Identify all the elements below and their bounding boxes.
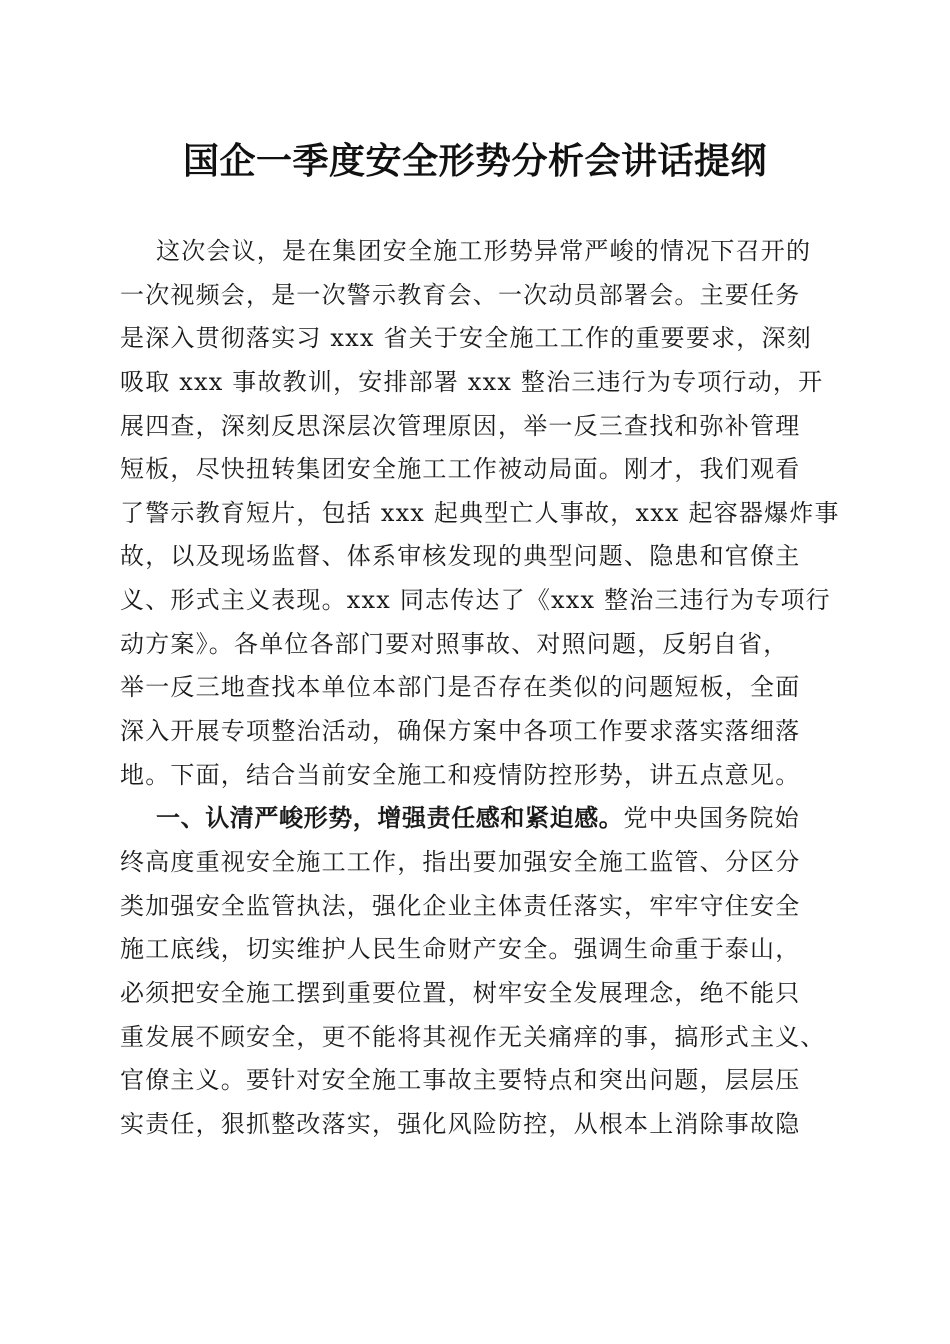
text-line: 这次会议，是在集团安全施工形势异常严峻的情况下召开的 <box>156 237 812 265</box>
text-line: 展四查，深刻反思深层次管理原因，举一反三查找和弥补管理 <box>120 411 801 440</box>
section-heading-line <box>120 797 825 841</box>
text-line: 一次视频会，是一次警示教育会、一次动员部署会。主要任务 <box>120 280 801 309</box>
text-line: 义、形式主义表现。xxx 同志传达了《xxx 整治三违行为专项行 <box>120 586 831 615</box>
text-line-rest: 党中央国务院始 <box>623 804 800 833</box>
section-heading: 一、认清严峻形势，增强责任感和紧迫感。 <box>156 804 624 833</box>
text-line: 重发展不顾安全，更不能将其视作无关痛痒的事，搞形式主义、 <box>120 1022 826 1051</box>
text-line: 了警示教育短片，包括 xxx 起典型亡人事故，xxx 起容器爆炸事 <box>120 498 840 527</box>
paragraph-section-one <box>120 797 825 1146</box>
text-line: 深入开展专项整治活动，确保方案中各项工作要求落实落细落 <box>120 717 801 746</box>
text-line: 施工底线，切实维护人民生命财产安全。强调生命重于泰山， <box>120 935 801 964</box>
text-line: 吸取 xxx 事故教训，安排部署 xxx 整治三违行为专项行动，开 <box>120 367 824 396</box>
text-line: 类加强安全监管执法，强化企业主体责任落实，牢牢守住安全 <box>120 891 801 920</box>
text-line: 短板，尽快扭转集团安全施工工作被动局面。刚才，我们观看 <box>120 455 801 484</box>
text-line: 官僚主义。要针对安全施工事故主要特点和突出问题，层层压 <box>120 1066 801 1095</box>
text-line: 实责任，狠抓整改落实，强化风险防控，从根本上消除事故隐 <box>120 1109 801 1138</box>
text-line: 动方案》。各单位各部门要对照事故、对照问题，反躬自省， <box>120 629 789 658</box>
text-line: 必须把安全施工摆到重要位置，树牢安全发展理念，绝不能只 <box>120 978 801 1007</box>
text-line: 故，以及现场监督、体系审核发现的典型问题、隐患和官僚主 <box>120 542 801 571</box>
text-line: 举一反三地查找本单位本部门是否存在类似的问题短板，全面 <box>120 673 801 702</box>
document-body <box>120 230 840 1146</box>
document-title: 国企一季度安全形势分析会讲话提纲 <box>182 140 767 182</box>
text-line: 终高度重视安全施工工作，指出要加强安全施工监管、分区分 <box>120 847 801 876</box>
text-line: 是深入贯彻落实习 xxx 省关于安全施工工作的重要要求，深刻 <box>120 324 812 353</box>
text-line: 地。下面，结合当前安全施工和疫情防控形势，讲五点意见。 <box>120 760 801 789</box>
paragraph-intro <box>120 230 840 797</box>
